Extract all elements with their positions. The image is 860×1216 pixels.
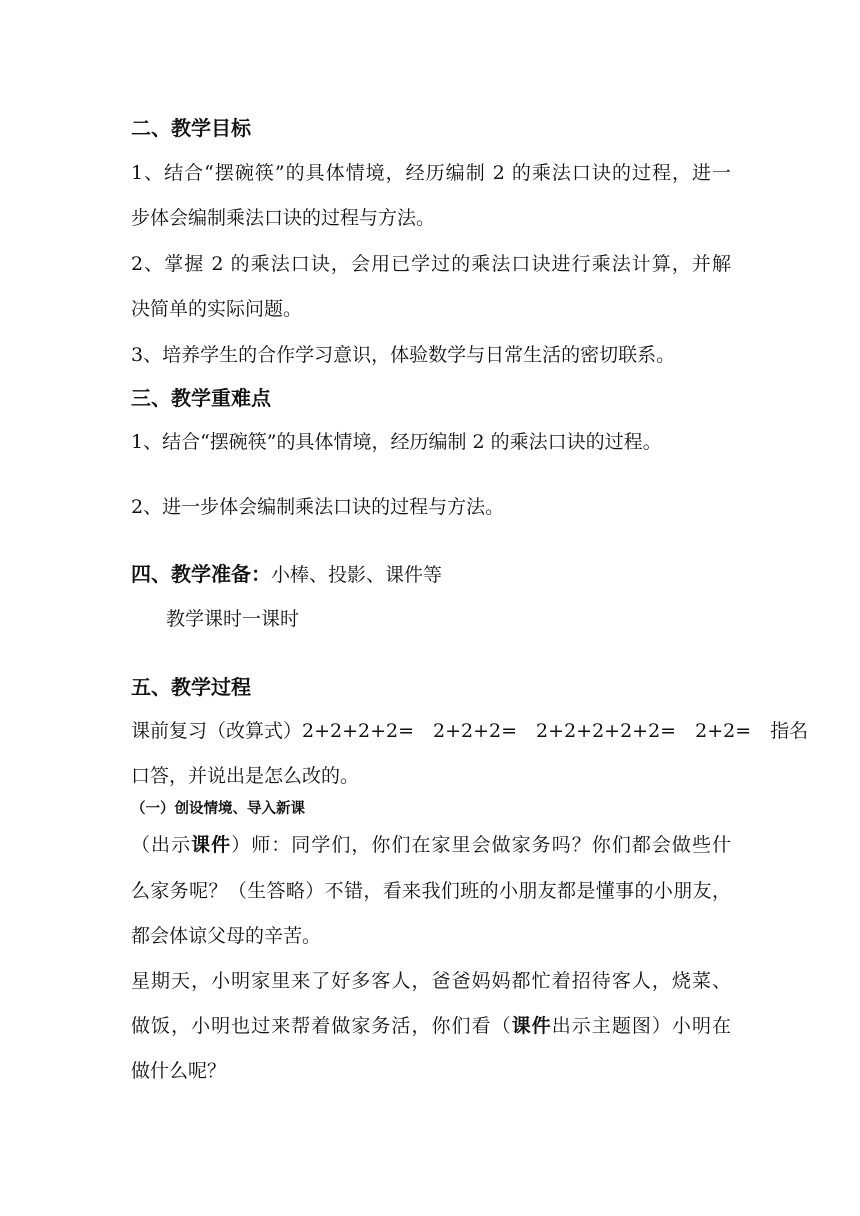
section-heading-key-points: 三、教学重难点 xyxy=(131,386,271,410)
goal-1-line-1: 1、结合“摆碗筷”的具体情境，经历编制 2 的乘法口诀的过程，进一 xyxy=(131,162,731,184)
goal-2-line-1: 2、掌握 2 的乘法口诀，会用已学过的乘法口诀进行乘法计算，并解 xyxy=(131,253,731,275)
goal-3: 3、培养学生的合作学习意识，体验数学与日常生活的密切联系。 xyxy=(131,344,676,366)
courseware-label: 课件 xyxy=(191,834,232,856)
section-heading-teaching-goals: 二、教学目标 xyxy=(131,116,251,140)
key-point-2: 2、进一步体会编制乘法口诀的过程与方法。 xyxy=(131,496,505,518)
review-line-2: 口答，并说出是怎么改的。 xyxy=(131,765,360,787)
key-point-1: 1、结合“摆碗筷”的具体情境，经历编制 2 的乘法口诀的过程。 xyxy=(131,431,662,453)
section-heading-teaching-process: 五、教学过程 xyxy=(131,675,251,699)
paragraph-1-line-3: 都会体谅父母的辛苦。 xyxy=(131,925,322,947)
class-time: 教学课时一课时 xyxy=(166,608,300,630)
section-heading-preparation xyxy=(131,562,731,587)
paragraph-2-line-2 xyxy=(131,1014,731,1038)
preparation-heading: 四、教学准备： xyxy=(131,562,271,586)
paragraph-1-line-2: 么家务呢？（生答略）不错，看来我们班的小朋友都是懂事的小朋友， xyxy=(131,880,731,902)
paragraph-2-line-2-pre: 做饭，小明也过来帮着做家务活，你们看（ xyxy=(131,1015,512,1037)
paragraph-2-line-1: 星期天，小明家里来了好多客人，爸爸妈妈都忙着招待客人，烧菜、 xyxy=(131,970,731,992)
goal-2-line-2: 决简单的实际问题。 xyxy=(131,298,303,320)
paragraph-1-line-1-pre: （出示 xyxy=(131,834,192,856)
goal-1-line-2: 步体会编制乘法口诀的过程与方法。 xyxy=(131,207,436,229)
preparation-materials: 小棒、投影、课件等 xyxy=(271,564,443,586)
paragraph-1-line-1-post: ）师：同学们，你们在家里会做家务吗？你们都会做些什 xyxy=(231,834,731,856)
paragraph-2-line-3: 做什么呢？ xyxy=(131,1060,227,1082)
courseware-label-2: 课件 xyxy=(511,1015,552,1037)
review-line-1: 课前复习（改算式）2+2+2+2= 2+2+2= 2+2+2+2+2= 2+2= 指名 xyxy=(131,720,809,742)
paragraph-1-line-1 xyxy=(131,833,731,857)
paragraph-2-line-2-post: 出示主题图）小明在 xyxy=(551,1015,731,1037)
subheading-create-situation: （一）创设情境、导入新课 xyxy=(131,801,305,817)
